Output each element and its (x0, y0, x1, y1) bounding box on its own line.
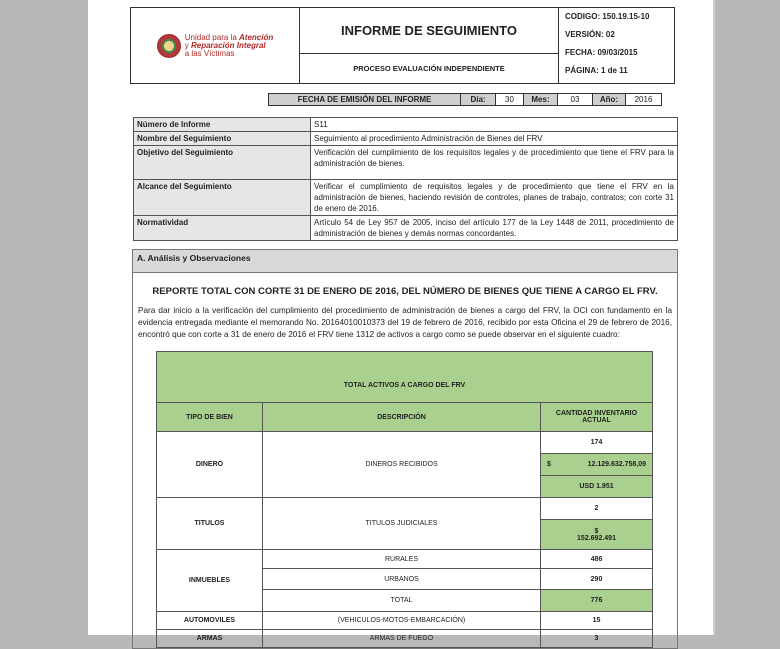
table-row: $ 152.692.491 (157, 520, 653, 550)
document-title: INFORME DE SEGUIMIENTO (300, 8, 558, 54)
table-row: TOTAL 776 (157, 590, 653, 612)
table-row: USD 1.951 (157, 476, 653, 498)
table-row: DINERO DINEROS RECIBIDOS 174 (157, 432, 653, 454)
table-row: AUTOMOVILES (VEHICULOS-MOTOS-EMBARCACIÓN) 15 (157, 612, 653, 630)
emission-date-row (268, 93, 662, 106)
info-row: Nombre del Seguimiento Seguimiento al procedimiento Administración de Bienes del FRV (134, 132, 678, 146)
section-heading: A. Análisis y Observaciones (133, 250, 677, 273)
table-row: ARMAS ARMAS DE FUEGO 3 (157, 630, 653, 648)
day-label: Día: (461, 93, 496, 106)
table-row: TITULOS TITULOS JUDICIALES 2 (157, 498, 653, 520)
info-row: Alcance del Seguimiento Verificar el cumplimiento de requisitos legales y de procedimiento que tiene el FRV en la administración de bienes, haciendo revisión de controles, planes de trabajo, contratos; con corte 31 de enero de 2016. (134, 180, 678, 216)
info-row: Objetivo del Seguimiento Verificación del cumplimiento de los requisitos legales y de procedimiento que tiene el FRV para la administración de bienes. (134, 146, 678, 180)
assets-table-title: TOTAL ACTIVOS A CARGO DEL FRV (157, 352, 653, 403)
month-value: 03 (558, 93, 593, 106)
header-cantidad: CANTIDAD INVENTARIO ACTUAL (541, 403, 653, 432)
fecha: FECHA: 09/03/2015 (565, 48, 638, 57)
month-label: Mes: (524, 93, 558, 106)
table-row: $ 12.129.632.758,09 (157, 454, 653, 476)
header-descripcion: DESCRIPCIÓN (263, 403, 541, 432)
logo (131, 8, 300, 83)
version: VERSIÓN: 02 (565, 30, 615, 39)
document-header (130, 7, 675, 84)
header-tipo: TIPO DE BIEN (157, 403, 263, 432)
year-label: Año: (593, 93, 626, 106)
info-row: Normatividad Artículo 54 de Ley 957 de 2005, inciso del artículo 177 de la Ley 1448 de 2011, procedimiento de administración de bienes y demás normas concordantes. (134, 216, 678, 241)
document-subtitle: PROCESO EVALUACIÓN INDEPENDIENTE (353, 64, 505, 73)
day-value: 30 (496, 93, 524, 106)
report-info-table (133, 117, 678, 241)
coat-of-arms-icon (157, 34, 181, 58)
intro-paragraph: Para dar inicio a la verificación del cumplimiento del procedimiento de administración de bienes a cargo del FRV, la OCI con fundamento en la evidencia entregada mediante el memorando No. 20164010010373 del 19 de febrero de 2016, recibido por esta Oficina el 29 de febrero de 2016, encontró que con corte a 31 de enero de 2016 el FRV tiene 1312 de activos a cargo como se puede observar en el siguiente cuadro: (138, 306, 672, 339)
pagina: PÁGINA: 1 de 11 (565, 66, 628, 75)
emission-label: FECHA DE EMISIÓN DEL INFORME (268, 93, 461, 106)
document-metadata (559, 8, 674, 83)
year-value: 2016 (626, 93, 662, 106)
codigo: CODIGO: 150.19.15-10 (565, 12, 650, 21)
info-row: Número de Informe S11 (134, 118, 678, 132)
report-title: REPORTE TOTAL CON CORTE 31 DE ENERO DE 2016, DEL NÚMERO DE BIENES QUE TIENE A CARGO EL FRV. (152, 286, 658, 297)
table-row: URBANOS 290 (157, 569, 653, 590)
assets-table (156, 351, 653, 648)
table-row: INMUEBLES RURALES 486 (157, 550, 653, 569)
logo-text: Unidad para la Atención y Reparación Integral a las Víctimas (184, 32, 274, 58)
